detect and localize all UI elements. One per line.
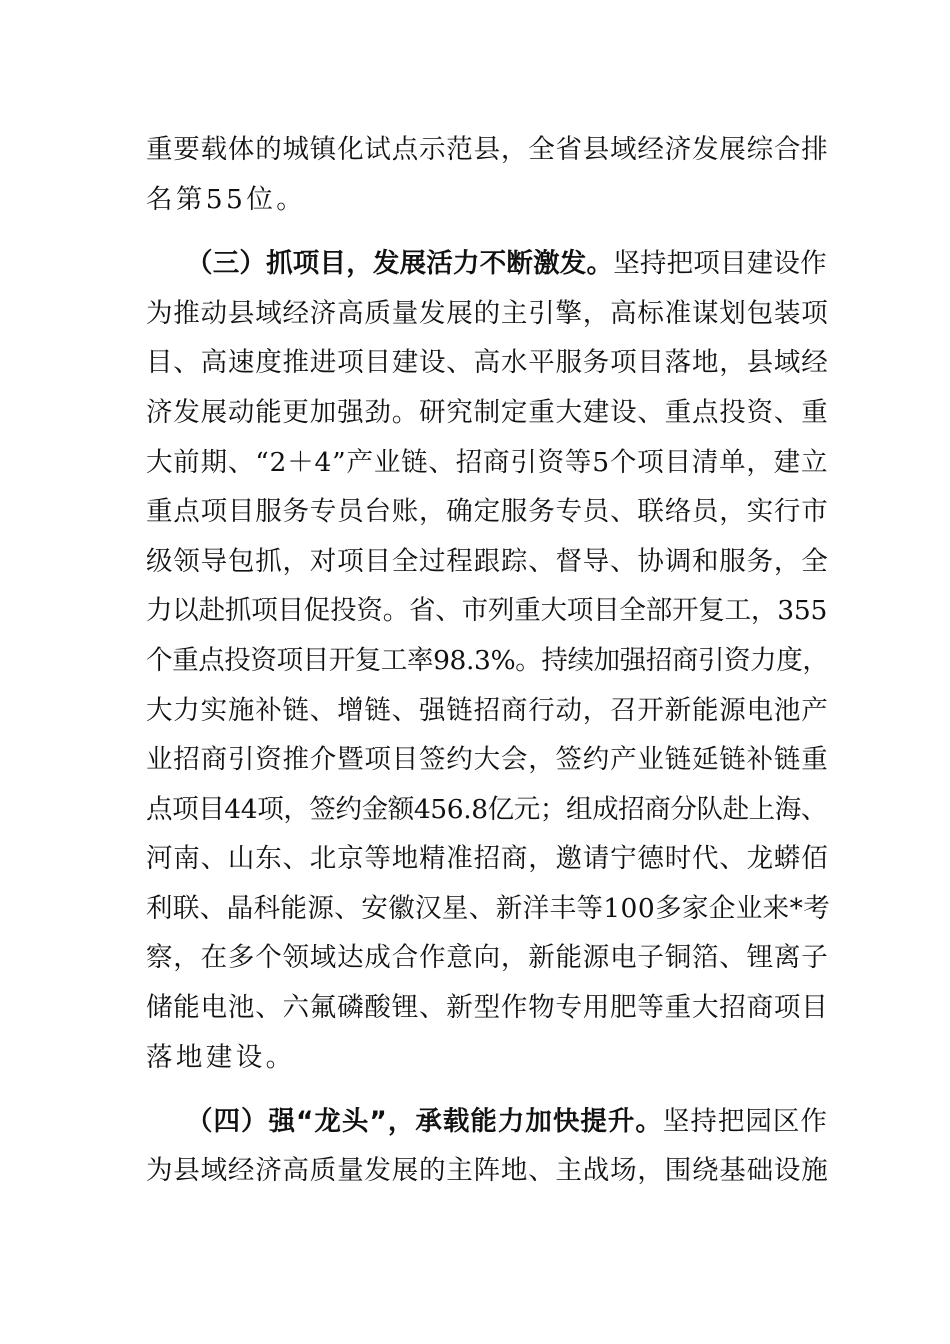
- paragraph-line: 察，在多个领域达成合作意向，新能源电子铜箔、锂离子: [146, 942, 829, 973]
- paragraph-line: 名第55位。: [146, 184, 307, 215]
- paragraph-line: 目、高速度推进项目建设、高水平服务项目落地，县域经: [146, 347, 829, 378]
- paragraph-line: 级领导包抓，对项目全过程跟踪、督导、协调和服务，全: [146, 546, 829, 577]
- paragraph-line: 利联、晶科能源、安徽汉星、新洋丰等100多家企业来*考: [146, 893, 831, 924]
- paragraph-line: 河南、山东、北京等地精准招商，邀请宁德时代、龙蟒佰: [146, 843, 829, 874]
- paragraph-line: 个重点投资项目开复工率98.3%。持续加强招商引资力度，: [146, 645, 829, 676]
- paragraph-first-line: [186, 247, 827, 281]
- paragraph-line: 业招商引资推介暨项目签约大会，签约产业链延链补链重: [146, 744, 829, 775]
- paragraph-line: 为推动县域经济高质量发展的主引擎，高标准谋划包装项: [146, 298, 829, 329]
- paragraph-line: 储能电池、六氟磷酸锂、新型作物专用肥等重大招商项目: [146, 992, 829, 1023]
- paragraph-line: 力以赴抓项目促投资。省、市列重大项目全部开复工，355: [146, 595, 828, 626]
- paragraph-line: 点项目44项，签约金额456.8亿元；组成招商分队赴上海、: [146, 794, 827, 825]
- paragraph-text: 坚持把园区作: [662, 1106, 828, 1137]
- paragraph-line: 济发展动能更加强劲。研究制定重大建设、重点投资、重: [146, 397, 829, 428]
- paragraph-line: 为县域经济高质量发展的主阵地、主战场，围绕基础设施: [146, 1155, 829, 1186]
- paragraph-line: 落地建设。: [146, 1042, 296, 1073]
- paragraph-first-line: [186, 1105, 828, 1139]
- paragraph-line: 重要载体的城镇化试点示范县，全省县域经济发展综合排: [146, 134, 829, 165]
- section-heading: （四）强“龙头”，承载能力加快提升。: [186, 1106, 663, 1137]
- paragraph-line: 大力实施补链、增链、强链招商行动，召开新能源电池产: [146, 695, 829, 726]
- paragraph-text: 坚持把项目建设作: [613, 248, 827, 279]
- paragraph-line: 重点项目服务专员台账，确定服务专员、联络员，实行市: [146, 496, 829, 527]
- section-heading: （三）抓项目，发展活力不断激发。: [186, 248, 614, 279]
- paragraph-line: 大前期、“2＋4”产业链、招商引资等5个项目清单，建立: [146, 447, 829, 478]
